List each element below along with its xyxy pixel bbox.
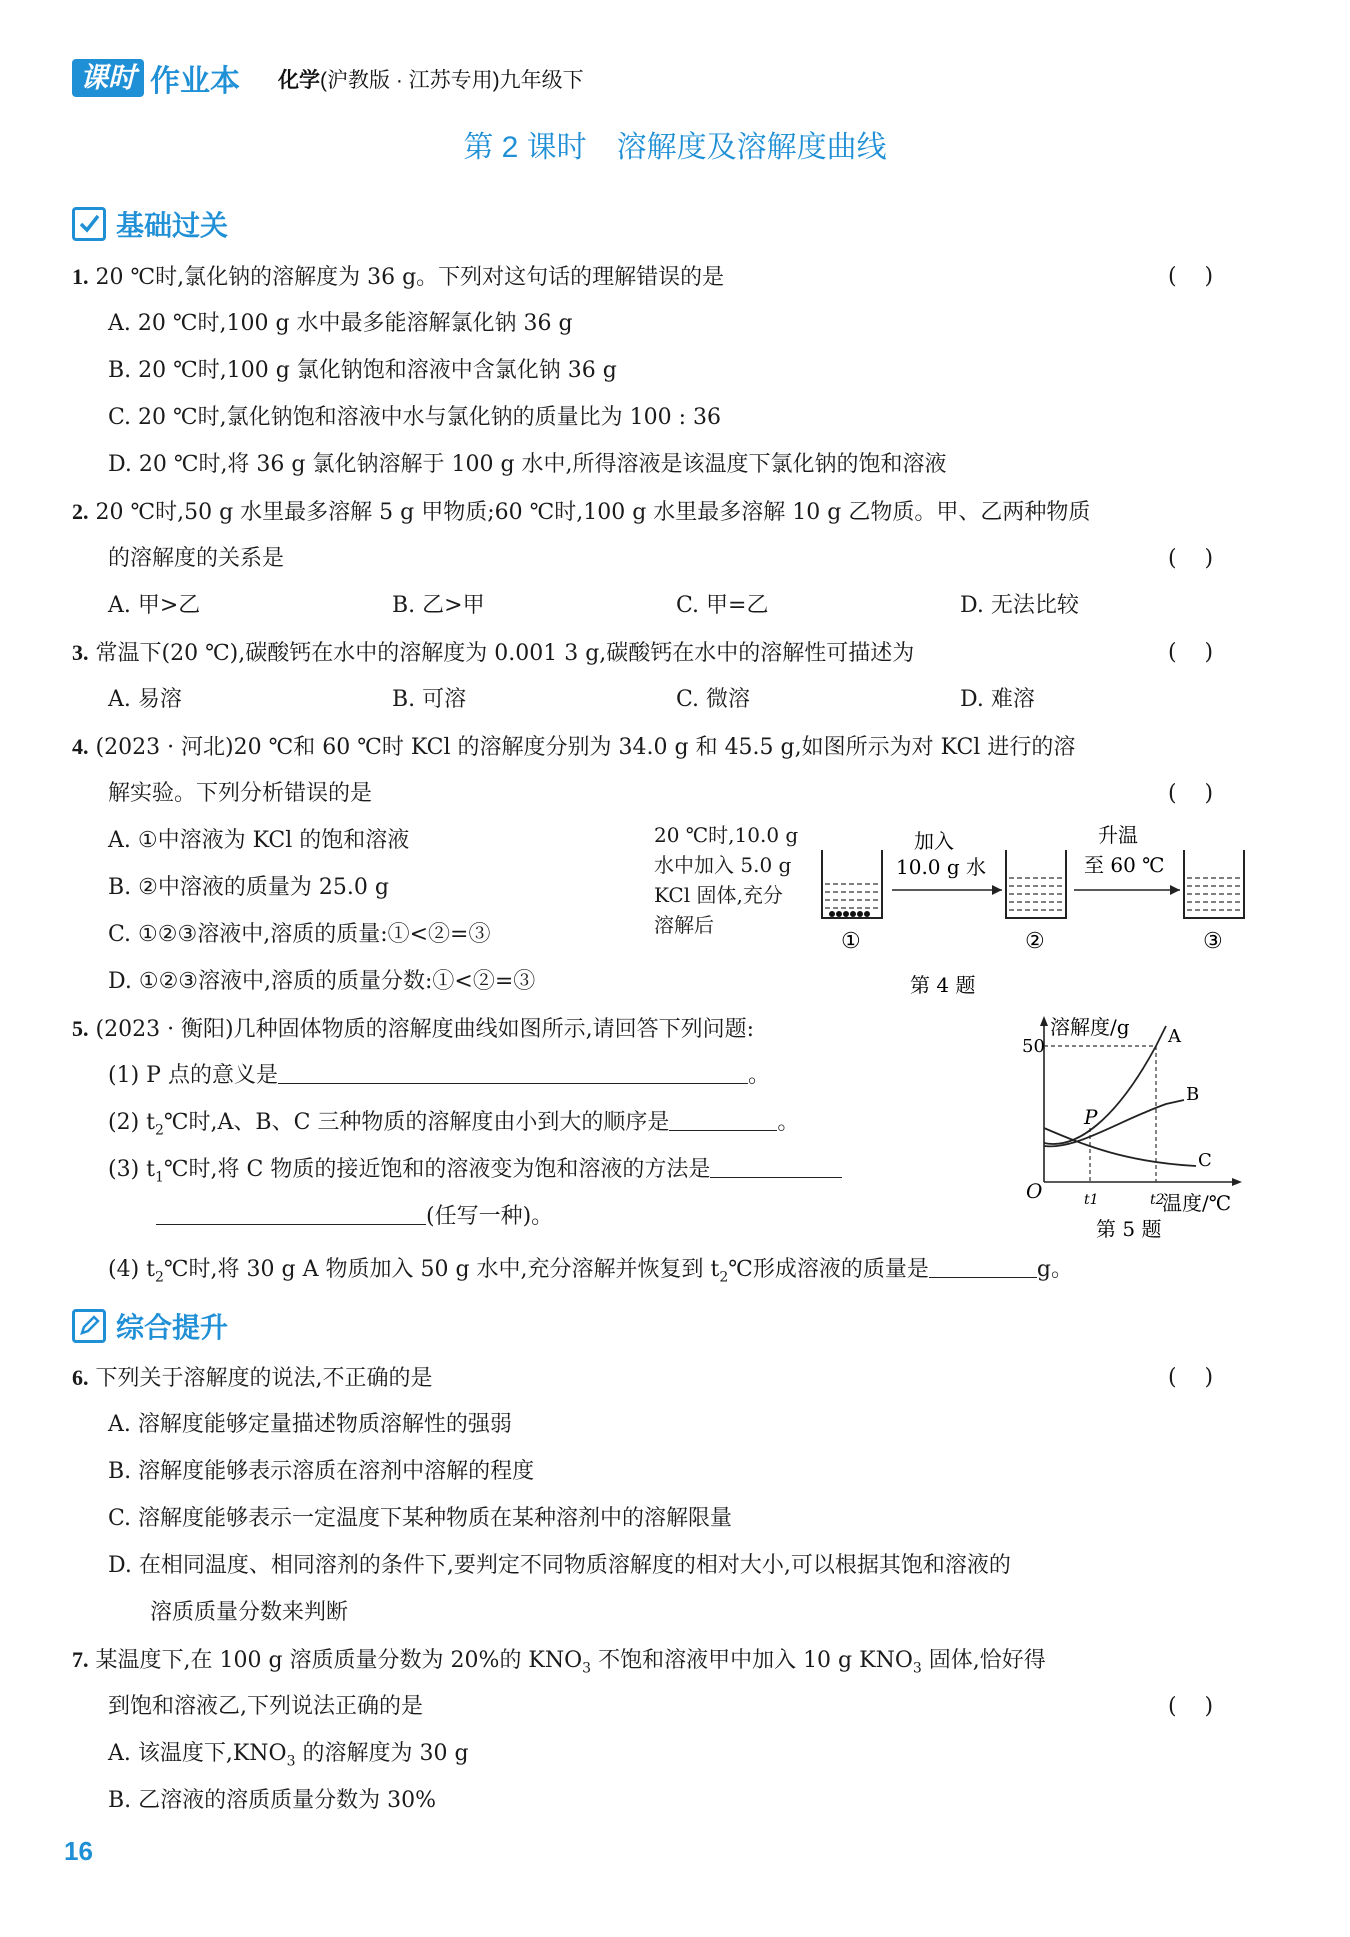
- checkbox-icon: [72, 207, 106, 241]
- q6-option-d: D. 在相同温度、相同溶剂的条件下,要判定不同物质溶解度的相对大小,可以根据其饱和溶液的: [108, 1553, 1011, 1578]
- arrow-label-1b: 10.0 g 水: [896, 855, 987, 879]
- part-text: ℃形成溶液的质量是: [728, 1257, 929, 1282]
- figure-caption: 第 4 题: [910, 973, 976, 996]
- fig-desc-line2: 水中加入 5.0 g: [654, 853, 792, 877]
- lesson-topic: 溶解度及溶解度曲线: [616, 131, 887, 164]
- q1-option-d: D. 20 ℃时,将 36 g 氯化钠溶解于 100 g 水中,所得溶液是该温度下氯化钠的饱和溶液: [108, 452, 947, 477]
- fig-desc-line1: 20 ℃时,10.0 g: [654, 823, 799, 847]
- q3-option-b: B. 可溶: [392, 687, 467, 712]
- answer-paren[interactable]: ( ): [1168, 781, 1214, 806]
- arrow-add-water: [892, 829, 1002, 895]
- answer-blank[interactable]: [278, 1061, 748, 1084]
- question-number: 7.: [72, 1647, 89, 1672]
- question-text: 常温下(20 ℃),碳酸钙在水中的溶解度为 0.001 3 g,碳酸钙在水中的溶解性可描述为: [95, 641, 915, 666]
- q7-stem-cont: 到饱和溶液乙,下列说法正确的是: [108, 1694, 423, 1719]
- part-text: ℃时,A、B、C 三种物质的溶解度由小到大的顺序是: [163, 1110, 670, 1135]
- part-text: ℃时,将 30 g A 物质加入 50 g 水中,充分溶解并恢复到 t: [163, 1257, 720, 1282]
- section-label: 基础过关: [116, 210, 229, 241]
- answer-paren[interactable]: ( ): [1168, 264, 1214, 289]
- q2-option-b: B. 乙>甲: [392, 593, 485, 618]
- question-number: 3.: [72, 640, 89, 665]
- q5-part-3-cont: [156, 1202, 553, 1232]
- question-text: (2023 · 河北)20 ℃和 60 ℃时 KCl 的溶解度分别为 34.0 g 和 45.5 g,如图所示为对 KCl 进行的溶: [95, 735, 1076, 760]
- q5-part-2: [108, 1108, 799, 1145]
- answer-paren[interactable]: ( ): [1168, 640, 1214, 665]
- arrow-heat: [1074, 823, 1180, 895]
- section-label: 综合提升: [116, 1312, 229, 1343]
- question-number: 2.: [72, 499, 89, 524]
- answer-blank[interactable]: [710, 1155, 842, 1178]
- question-number: 6.: [72, 1365, 89, 1390]
- q1-option-a: A. 20 ℃时,100 g 水中最多能溶解氯化钠 36 g: [108, 311, 573, 336]
- curve-c-label: C: [1198, 1150, 1212, 1171]
- q4-option-b: B. ②中溶液的质量为 25.0 g: [108, 875, 389, 900]
- part-end: 。: [747, 1063, 770, 1088]
- x-tick-t1: t1: [1084, 1192, 1099, 1208]
- q6-option-a: A. 溶解度能够定量描述物质溶解性的强弱: [108, 1412, 512, 1437]
- question-number: 1.: [72, 264, 89, 289]
- subscript: 2: [719, 1269, 729, 1286]
- subscript: 3: [912, 1660, 922, 1677]
- question-text: 20 ℃时,氯化钠的溶解度为 36 g。下列对这句话的理解错误的是: [95, 265, 725, 290]
- q1-option-c: C. 20 ℃时,氯化钠饱和溶液中水与氯化钠的质量比为 100 : 36: [108, 405, 722, 430]
- subscript: 2: [155, 1269, 164, 1286]
- curve-a: [1044, 1026, 1166, 1144]
- q2-option-c: C. 甲=乙: [676, 593, 769, 618]
- question-text: 下列关于溶解度的说法,不正确的是: [95, 1366, 433, 1391]
- page-number: 16: [64, 1836, 93, 1866]
- question-text: 某温度下,在 100 g 溶质质量分数为 20%的 KNO: [95, 1648, 583, 1673]
- q3-option-a: A. 易溶: [108, 687, 182, 712]
- q4-option-c: C. ①②③溶液中,溶质的质量:①<②=③: [108, 922, 491, 947]
- q1-option-b: B. 20 ℃时,100 g 氯化钠饱和溶液中含氯化钠 36 g: [108, 358, 617, 383]
- x-tick-t2: t2: [1150, 1192, 1165, 1208]
- arrow-label-2b: 至 60 ℃: [1084, 853, 1165, 877]
- beaker-3-label: ③: [1203, 929, 1223, 954]
- part-end: g。: [1036, 1257, 1073, 1282]
- answer-paren[interactable]: ( ): [1168, 1365, 1214, 1390]
- answer-blank[interactable]: [669, 1108, 777, 1131]
- q5-part-3: [108, 1155, 842, 1192]
- q4-stem-cont: 解实验。下列分析错误的是: [108, 781, 373, 806]
- option-text: A. 该温度下,KNO: [108, 1741, 287, 1766]
- lesson-number: 第 2 课时: [463, 131, 587, 164]
- question-number: 4.: [72, 734, 89, 759]
- beaker-1: [822, 850, 882, 918]
- subject-name: 化学: [278, 69, 320, 92]
- q7-option-a: [108, 1739, 469, 1776]
- curve-b-label: B: [1186, 1084, 1200, 1105]
- q2-option-d: D. 无法比较: [960, 593, 1079, 618]
- q4-stem: [72, 732, 1075, 763]
- part-text: (3) t: [108, 1157, 155, 1182]
- q6-stem: [72, 1363, 433, 1394]
- q6-option-d-cont: 溶质质量分数来判断: [150, 1600, 349, 1625]
- q2-stem: [72, 497, 1090, 528]
- subscript: 2: [155, 1122, 164, 1139]
- subject-line: [278, 64, 584, 94]
- subscript: 1: [155, 1169, 164, 1186]
- answer-paren[interactable]: ( ): [1168, 546, 1214, 571]
- beaker-1-label: ①: [841, 929, 861, 954]
- fig-desc-line3: KCl 固体,充分: [654, 883, 783, 907]
- answer-blank[interactable]: [929, 1255, 1037, 1278]
- question-number: 5.: [72, 1016, 89, 1041]
- beaker-2-label: ②: [1025, 929, 1045, 954]
- option-text: 的溶解度为 30 g: [295, 1741, 469, 1766]
- curve-a-label: A: [1168, 1026, 1181, 1047]
- q2-option-a: A. 甲>乙: [108, 593, 201, 618]
- question-text: 固体,恰好得: [921, 1648, 1046, 1673]
- part-text: (2) t: [108, 1110, 155, 1135]
- q4-option-a: A. ①中溶液为 KCl 的饱和溶液: [108, 828, 410, 853]
- part-text: ℃时,将 C 物质的接近饱和的溶液变为饱和溶液的方法是: [163, 1157, 711, 1182]
- subscript: 3: [582, 1660, 592, 1677]
- lesson-title: [0, 122, 1350, 166]
- x-axis-label: 温度/℃: [1162, 1191, 1232, 1215]
- undissolved-solid: [829, 911, 870, 917]
- beaker-3: [1184, 850, 1244, 918]
- question-text: 不饱和溶液甲中加入 10 g KNO: [591, 1648, 913, 1673]
- question-text: (2023 · 衡阳)几种固体物质的溶解度曲线如图所示,请回答下列问题:: [95, 1017, 755, 1042]
- q6-option-c: C. 溶解度能够表示一定温度下某种物质在某种溶剂中的溶解限量: [108, 1506, 733, 1531]
- q5-part-4: [108, 1255, 1073, 1292]
- edition-info: (沪教版 · 江苏专用)九年级下: [320, 69, 584, 92]
- q5-stem: [72, 1014, 754, 1045]
- logo-badge: 课时: [72, 59, 144, 97]
- q1-stem: [72, 262, 724, 293]
- part-text: (4) t: [108, 1257, 155, 1282]
- part-end: (任写一种)。: [426, 1204, 554, 1229]
- section-advanced: [72, 1306, 228, 1346]
- part-text: (1) P 点的意义是: [108, 1063, 278, 1088]
- y-axis-label: 溶解度/g: [1050, 1015, 1130, 1039]
- q3-option-c: C. 微溶: [676, 687, 751, 712]
- arrow-label-2a: 升温: [1098, 823, 1138, 847]
- q4-experiment-figure: [652, 818, 1252, 996]
- answer-blank[interactable]: [156, 1202, 426, 1225]
- series-logo: [72, 58, 240, 98]
- q4-option-d: D. ①②③溶液中,溶质的质量分数:①<②=③: [108, 969, 536, 994]
- pencil-icon: [72, 1309, 106, 1343]
- chart-caption: 第 5 题: [1096, 1217, 1162, 1241]
- part-end: 。: [777, 1110, 800, 1135]
- curve-c: [1044, 1128, 1196, 1166]
- y-tick-50: 50: [1022, 1036, 1045, 1057]
- beaker-2: [1006, 850, 1066, 918]
- subscript: 3: [286, 1753, 296, 1770]
- q7-stem: [72, 1645, 1046, 1683]
- q5-solubility-chart: [1016, 1010, 1256, 1244]
- q3-option-d: D. 难溶: [960, 687, 1035, 712]
- question-text: 20 ℃时,50 g 水里最多溶解 5 g 甲物质;60 ℃时,100 g 水里最多溶解 10 g 乙物质。甲、乙两种物质: [95, 500, 1091, 525]
- q3-stem: [72, 638, 914, 669]
- fig-desc-line4: 溶解后: [654, 913, 714, 937]
- point-p-label: P: [1084, 1105, 1098, 1129]
- q7-option-b: B. 乙溶液的溶质质量分数为 30%: [108, 1788, 437, 1813]
- q5-part-1: [108, 1061, 770, 1091]
- logo-text: 作业本: [150, 65, 241, 98]
- arrow-label-1a: 加入: [914, 829, 954, 853]
- q6-option-b: B. 溶解度能够表示溶质在溶剂中溶解的程度: [108, 1459, 535, 1484]
- section-basic: [72, 204, 228, 244]
- q2-stem-cont: 的溶解度的关系是: [108, 546, 285, 571]
- answer-paren[interactable]: ( ): [1168, 1694, 1214, 1719]
- origin-label: O: [1026, 1179, 1043, 1203]
